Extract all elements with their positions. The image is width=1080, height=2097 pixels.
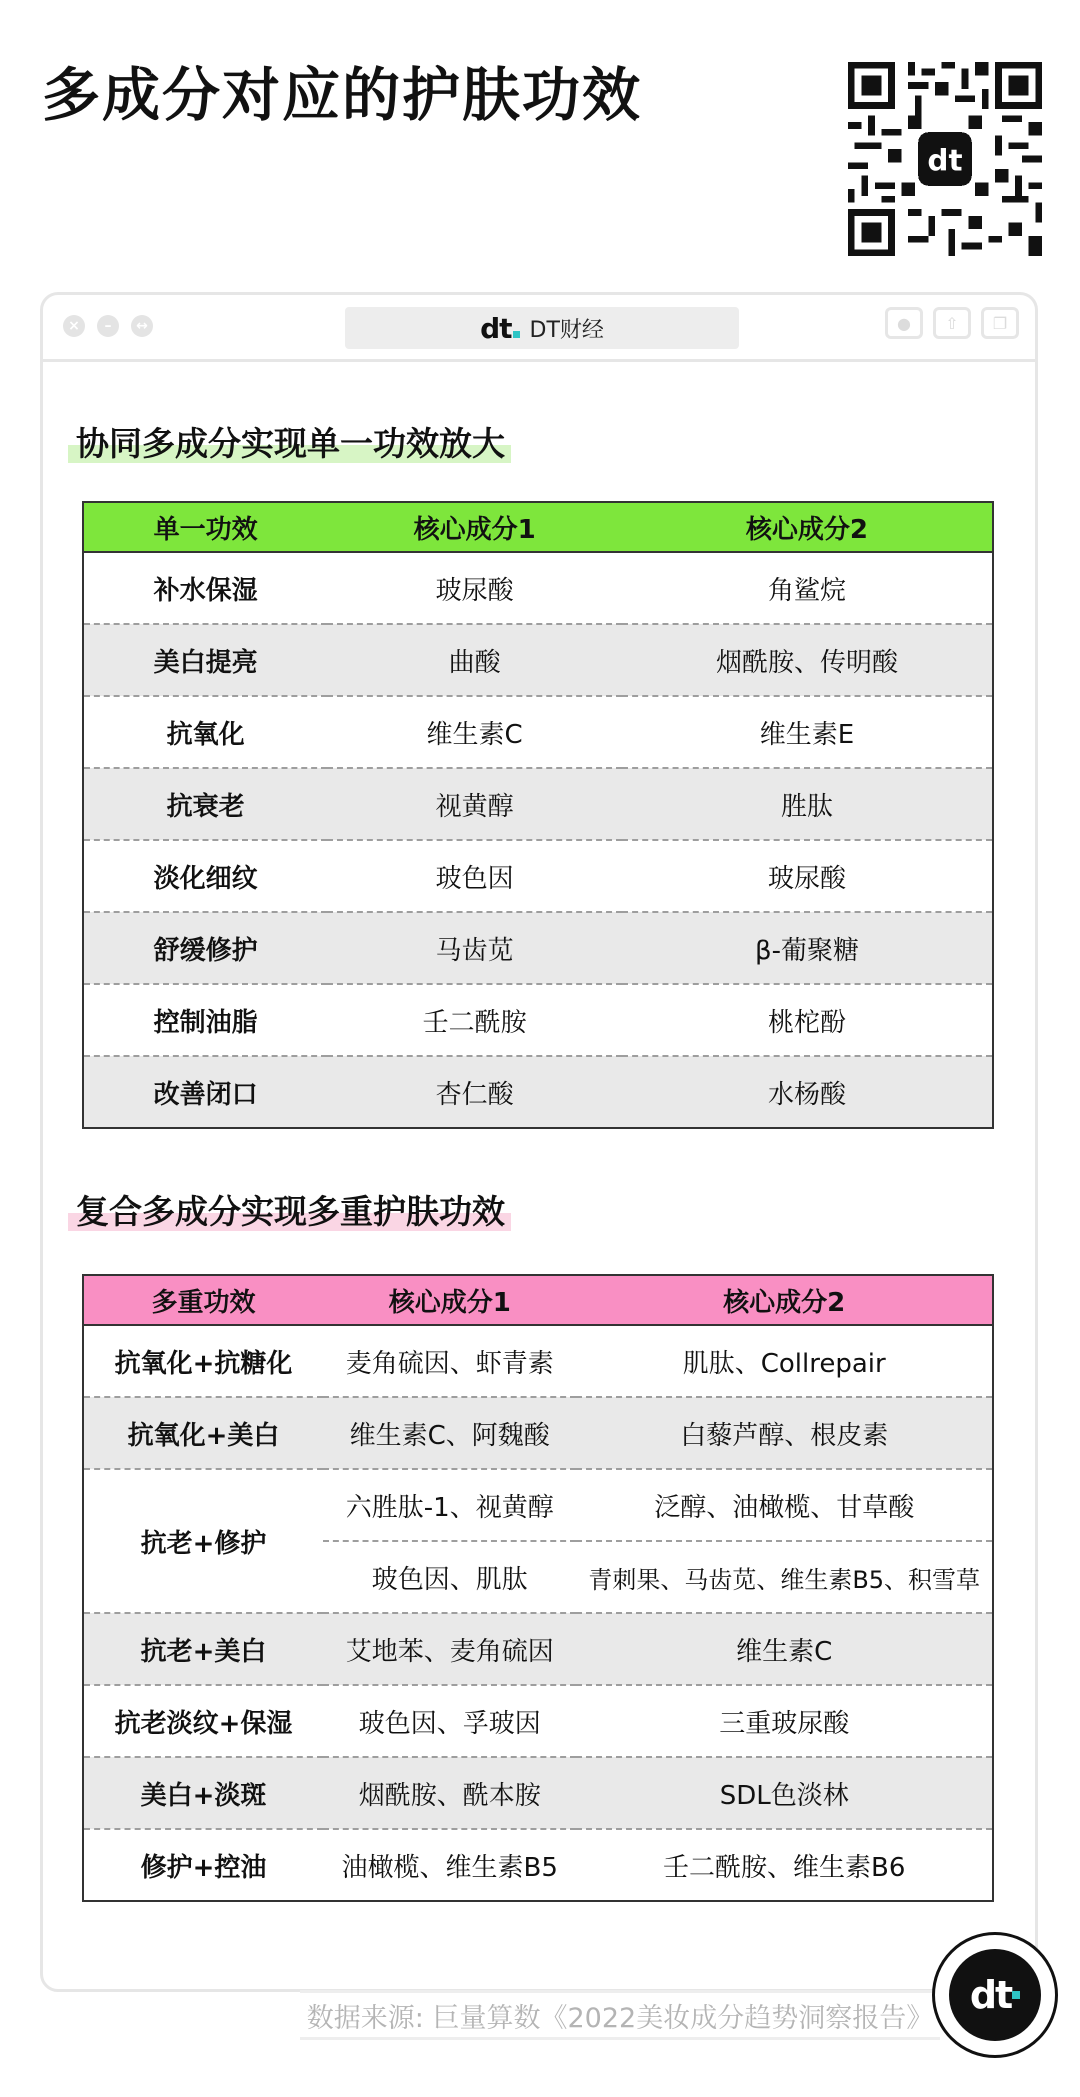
table-row [83,624,993,696]
column-header: 核心成分1 [323,1275,576,1325]
data-source-note: 数据来源: 巨量算数《2022美妆成分趋势洞察报告》 [300,1990,940,2040]
efficacy-cell: 舒缓修护 [83,912,327,984]
section1-heading: 协同多成分实现单一功效放大 [68,418,511,465]
ingredient2-cell: 桃柁酚 [622,984,993,1056]
ingredient1-cell: 杏仁酸 [327,1056,622,1128]
dt-badge-logo-icon[interactable]: dt [932,1932,1058,2058]
table-row [83,1829,993,1901]
efficacy-cell: 美白+淡斑 [83,1757,323,1829]
efficacy-cell: 抗衰老 [83,768,327,840]
share-icon[interactable]: ⇧ [933,307,971,339]
ingredient2-cell: 泛醇、油橄榄、甘草酸 [576,1469,993,1541]
ingredient1-cell: 视黄醇 [327,768,622,840]
ingredient1-cell: 六胜肽-1、视黄醇 [323,1469,576,1541]
ingredient1-cell: 麦角硫因、虾青素 [345,1348,554,1379]
address-bar[interactable] [345,307,739,349]
efficacy-cell: 抗老+美白 [83,1613,323,1685]
efficacy-cell: 抗氧化+抗糖化 [114,1348,293,1379]
ingredient1-cell: 玻色因、孚玻因 [323,1685,576,1757]
column-header: 单一功效 [83,502,327,552]
ingredient1-cell: 壬二酰胺 [327,984,622,1056]
efficacy-cell: 淡化细纹 [83,840,327,912]
ingredient2-cell: 水杨酸 [622,1056,993,1128]
table-row [83,1056,993,1128]
dt-logo-icon: dt [480,312,519,345]
ingredient1-cell: 艾地苯、麦角硫因 [323,1613,576,1685]
window-controls [63,315,153,337]
efficacy-cell: 改善闭口 [83,1056,327,1128]
duplicate-icon[interactable]: ❐ [981,307,1019,339]
section2-heading: 复合多成分实现多重护肤功效 [68,1186,511,1233]
efficacy-cell: 补水保湿 [153,575,258,606]
ingredient2-cell: 角鲨烷 [767,575,846,606]
efficacy-cell: 美白提亮 [83,624,327,696]
close-icon[interactable]: × [63,315,85,337]
ingredient1-cell: 玻色因、肌肽 [323,1541,576,1613]
window-actions [885,307,1019,339]
qr-logo-icon: dt [927,143,963,178]
column-header: 核心成分2 [576,1275,993,1325]
ingredient1-cell: 烟酰胺、酰本胺 [323,1757,576,1829]
column-header: 多重功效 [83,1275,323,1325]
table-row [83,1757,993,1829]
ingredient1-cell: 玻尿酸 [435,575,514,606]
table-row [83,1685,993,1757]
window-title-bar [43,295,1035,362]
record-icon[interactable]: ● [885,307,923,339]
ingredient1-cell: 曲酸 [327,624,622,696]
ingredient2-cell: 白藜芦醇、根皮素 [576,1397,993,1469]
ingredient1-cell: 油橄榄、维生素B5 [323,1829,576,1901]
column-header: 核心成分1 [327,502,622,552]
table-header-row [83,1275,993,1325]
maximize-icon[interactable]: ↔ [131,315,153,337]
ingredient1-cell: 维生素C、阿魏酸 [323,1397,576,1469]
ingredient2-cell: 烟酰胺、传明酸 [622,624,993,696]
efficacy-cell: 抗老+修护 [83,1469,323,1613]
efficacy-cell: 抗老淡纹+保湿 [83,1685,323,1757]
qr-code-icon[interactable] [848,62,1042,256]
table-row [83,1325,993,1397]
ingredient1-cell: 维生素C [327,696,622,768]
ingredient2-cell: β-葡聚糖 [622,912,993,984]
efficacy-cell: 抗氧化 [83,696,327,768]
table-row [83,1613,993,1685]
brand-name: DT财经 [529,317,604,343]
ingredient2-cell: 青刺果、马齿苋、维生素B5、积雪草 [576,1541,993,1613]
ingredient2-cell: 玻尿酸 [622,840,993,912]
ingredient2-cell: SDL色淡林 [576,1757,993,1829]
page-title: 多成分对应的护肤功效 [42,61,643,129]
ingredient2-cell: 肌肽、Collrepair [682,1348,886,1379]
multi-efficacy-table [82,1274,994,1902]
table-row [83,840,993,912]
table-row [83,984,993,1056]
ingredient2-cell: 胜肽 [622,768,993,840]
minimize-icon[interactable]: – [97,315,119,337]
table-header-row [83,502,993,552]
single-efficacy-table [82,501,994,1129]
table-row [83,552,993,624]
efficacy-cell: 控制油脂 [83,984,327,1056]
ingredient1-cell: 玻色因 [327,840,622,912]
table-row [83,1469,993,1541]
efficacy-cell: 抗氧化+美白 [83,1397,323,1469]
ingredient2-cell: 三重玻尿酸 [576,1685,993,1757]
ingredient1-cell: 马齿苋 [327,912,622,984]
efficacy-cell: 修护+控油 [83,1829,323,1901]
column-header: 核心成分2 [622,502,993,552]
table-row [83,768,993,840]
table-row [83,696,993,768]
ingredient2-cell: 壬二酰胺、维生素B6 [576,1829,993,1901]
ingredient2-cell: 维生素C [576,1613,993,1685]
ingredient2-cell: 维生素E [622,696,993,768]
table-row [83,912,993,984]
table-row [83,1397,993,1469]
